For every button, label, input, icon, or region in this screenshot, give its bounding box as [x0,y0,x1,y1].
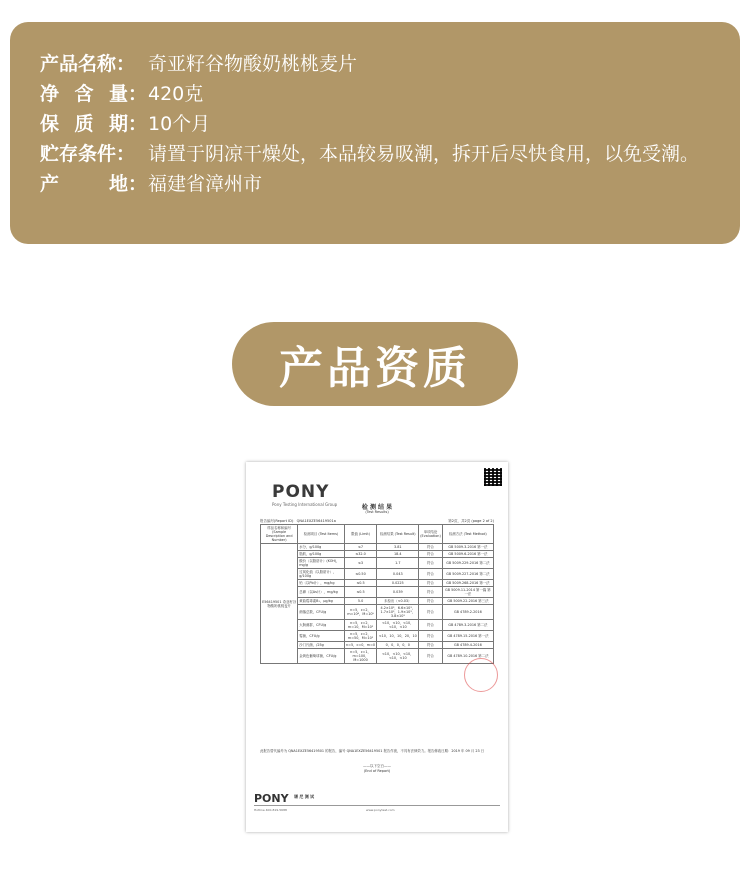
result-cell: <10，10，10，20，10 [377,631,419,642]
limit-cell: n=5，c=0，m=0 [346,643,376,647]
header-method: 检测方法 (Test Method) [442,525,493,544]
method-cell: GB 5009.3-2016 第一法 [442,544,493,551]
limit-cell: ≤3 [344,558,377,569]
table-row [261,544,494,551]
method-cell: GB 5009.11-2014 第一篇 第一法 [442,587,493,598]
qr-code-icon [484,468,502,486]
limit-cell: ≤0.50 [344,569,377,580]
pony-logo: PONY [272,482,330,502]
header-result: 检测结果 (Test Result) [377,525,419,544]
origin-row [40,170,716,199]
report-title: 检 测 结 果 [361,504,393,511]
sample-cell: E56419501 奇亚籽谷物酸奶桃桃麦片 [261,544,298,664]
limit-cell: n=5，c=2，m=50，M=10² [344,631,377,642]
product-info-panel [10,22,740,244]
method-cell: GB 4789.3-2016 第二法 [442,620,493,631]
limit-cell: ≤0.5 [344,587,377,598]
eval-cell: 符合 [419,642,443,649]
report-subtitle: (Test Results) [365,510,389,514]
result-cell: 4.2×10³，6.6×10³，1.7×10³，1.9×10³，3.8×10³ [377,605,419,620]
results-table [260,524,494,664]
origin-value: 福建省漳州市 [148,173,263,195]
result-cell: 0.039 [377,587,419,598]
item-cell: 铅（以Pb计），mg/kg [298,580,345,587]
net-content-row [40,80,716,109]
eval-cell: 符合 [419,551,443,558]
eval-cell: 符合 [419,569,443,580]
item-cell: 黄曲霉毒素B₁，μg/kg [298,598,345,605]
result-cell: 0.043 [377,569,419,580]
end-of-report-en: (End of Report) [363,769,391,773]
limit-cell: n=5，c=1，m=100，M=1000 [344,649,377,664]
footer-brand: 谱 尼 测 试 [294,794,315,799]
eval-cell: 符合 [419,580,443,587]
method-cell: GB 4789.10-2016 第二法 [442,649,493,664]
report-note: 此报告替代编号为 QNA1EXZE56419501 的报告，编号 QNA1EXZE56419501 报告作废，不具有法律效力。报告修改日期：2019 年 09 月 23 日 [260,749,485,753]
net-content-label: 净 含 量 ： [40,83,148,105]
header-sample: 样品名称和编号 (Sample Description and Number) [261,525,298,544]
limit-cell: ≤32.0 [344,551,377,558]
test-report-certificate [246,462,508,832]
method-cell: GB 5009.229-2016 第二法 [442,558,493,569]
item-cell: 金黄色葡萄球菌，CFU/g [298,649,345,664]
storage-label: 贮存条件： [40,143,136,165]
footer-hotline: Hotline 400-819-5688 [254,808,287,812]
table-header-row [261,525,494,544]
storage-row [40,140,716,169]
result-cell: 未检出（<0.03） [377,598,419,605]
eval-cell: 符合 [419,620,443,631]
eval-cell: 符合 [419,544,443,551]
item-cell: 酸价（以脂肪计）(KOH)，mg/g [298,558,345,569]
shelf-life-label: 保 质 期 ： [40,113,148,135]
limit-cell: ≤7 [344,544,377,551]
limit-cell: 5.0 [344,598,377,605]
shelf-life-value: 10个月 [148,113,211,135]
item-cell: 过氧化值（以脂肪计），g/100g [298,569,345,580]
product-name-label: 产品名称： [40,53,136,75]
limit-cell: n=5，c=2，m=10，M=10² [344,620,377,631]
limit-cell: n=5，c=2，m=10⁴，M=10⁵ [344,605,377,620]
red-seal-stamp [464,658,498,692]
end-of-report: ——以下空白—— [363,764,391,768]
eval-cell: 符合 [419,605,443,620]
eval-cell: 符合 [419,631,443,642]
item-cell: 大肠菌群，CFU/g [298,620,345,631]
report-number: 报告编号(Report ID)：QNA1EXZE56419501a [260,519,336,523]
item-cell: 菌落总数，CFU/g [298,605,345,620]
result-cell: <10，<10，<10，<10，<10 [377,620,419,631]
product-name-value: 奇亚籽谷物酸奶桃桃麦片 [148,53,358,75]
header-eval: 单项结论 (Evaluation) [419,525,443,544]
method-cell: GB 5009.6-2016 第一法 [442,551,493,558]
product-name-row [40,50,716,79]
footer-site: www.ponytest.com [366,808,395,812]
result-cell: 0，0，0，0，0 [377,642,419,649]
method-cell: GB 5009.22-2016 第三法 [442,598,493,605]
storage-value: 请置于阴凉干燥处，本品较易吸潮，拆开后尽快食用，以免受潮。 [148,143,700,165]
header-limit: 限值 (Limit) [344,525,377,544]
result-cell: 0.0225 [377,580,419,587]
item-cell: 脂肪，g/100g [298,551,345,558]
result-cell: 18.4 [377,551,419,558]
footer-divider [254,805,500,806]
eval-cell: 符合 [419,587,443,598]
item-cell: 水分，g/100g [298,544,345,551]
eval-cell: 符合 [419,558,443,569]
shelf-life-row [40,110,716,139]
net-content-value: 420克 [148,83,204,105]
item-cell: 总砷（以As计），mg/kg [298,587,345,598]
header-items: 检测项目 (Test Items) [298,525,345,544]
limit-cell: ≤0.5 [344,580,377,587]
eval-cell: 符合 [419,649,443,664]
pony-logo-subtitle: Pony Testing International Group [272,502,338,507]
method-cell: GB 4789.4-2016 [442,642,493,649]
eval-cell: 符合 [419,598,443,605]
method-cell: GB 5009.227-2016 第二法 [442,569,493,580]
method-cell: GB 5009.268-2016 第一法 [442,580,493,587]
result-cell: 1.7 [377,558,419,569]
result-cell: <10，<10，<10，<10，<10 [377,649,419,664]
method-cell: GB 4789.15-2016 第一法 [442,631,493,642]
section-title: 产品资质 [232,322,518,406]
report-page: 第2页，共2页 (page 2 of 2) [448,519,494,523]
item-cell: 沙门氏菌，/25g [298,642,345,649]
origin-label: 产 地 ： [40,173,148,195]
item-cell: 霉菌，CFU/g [298,631,345,642]
footer-pony-logo: PONY [254,792,289,805]
result-cell: 3.81 [377,544,419,551]
method-cell: GB 4789.2-2016 [442,605,493,620]
